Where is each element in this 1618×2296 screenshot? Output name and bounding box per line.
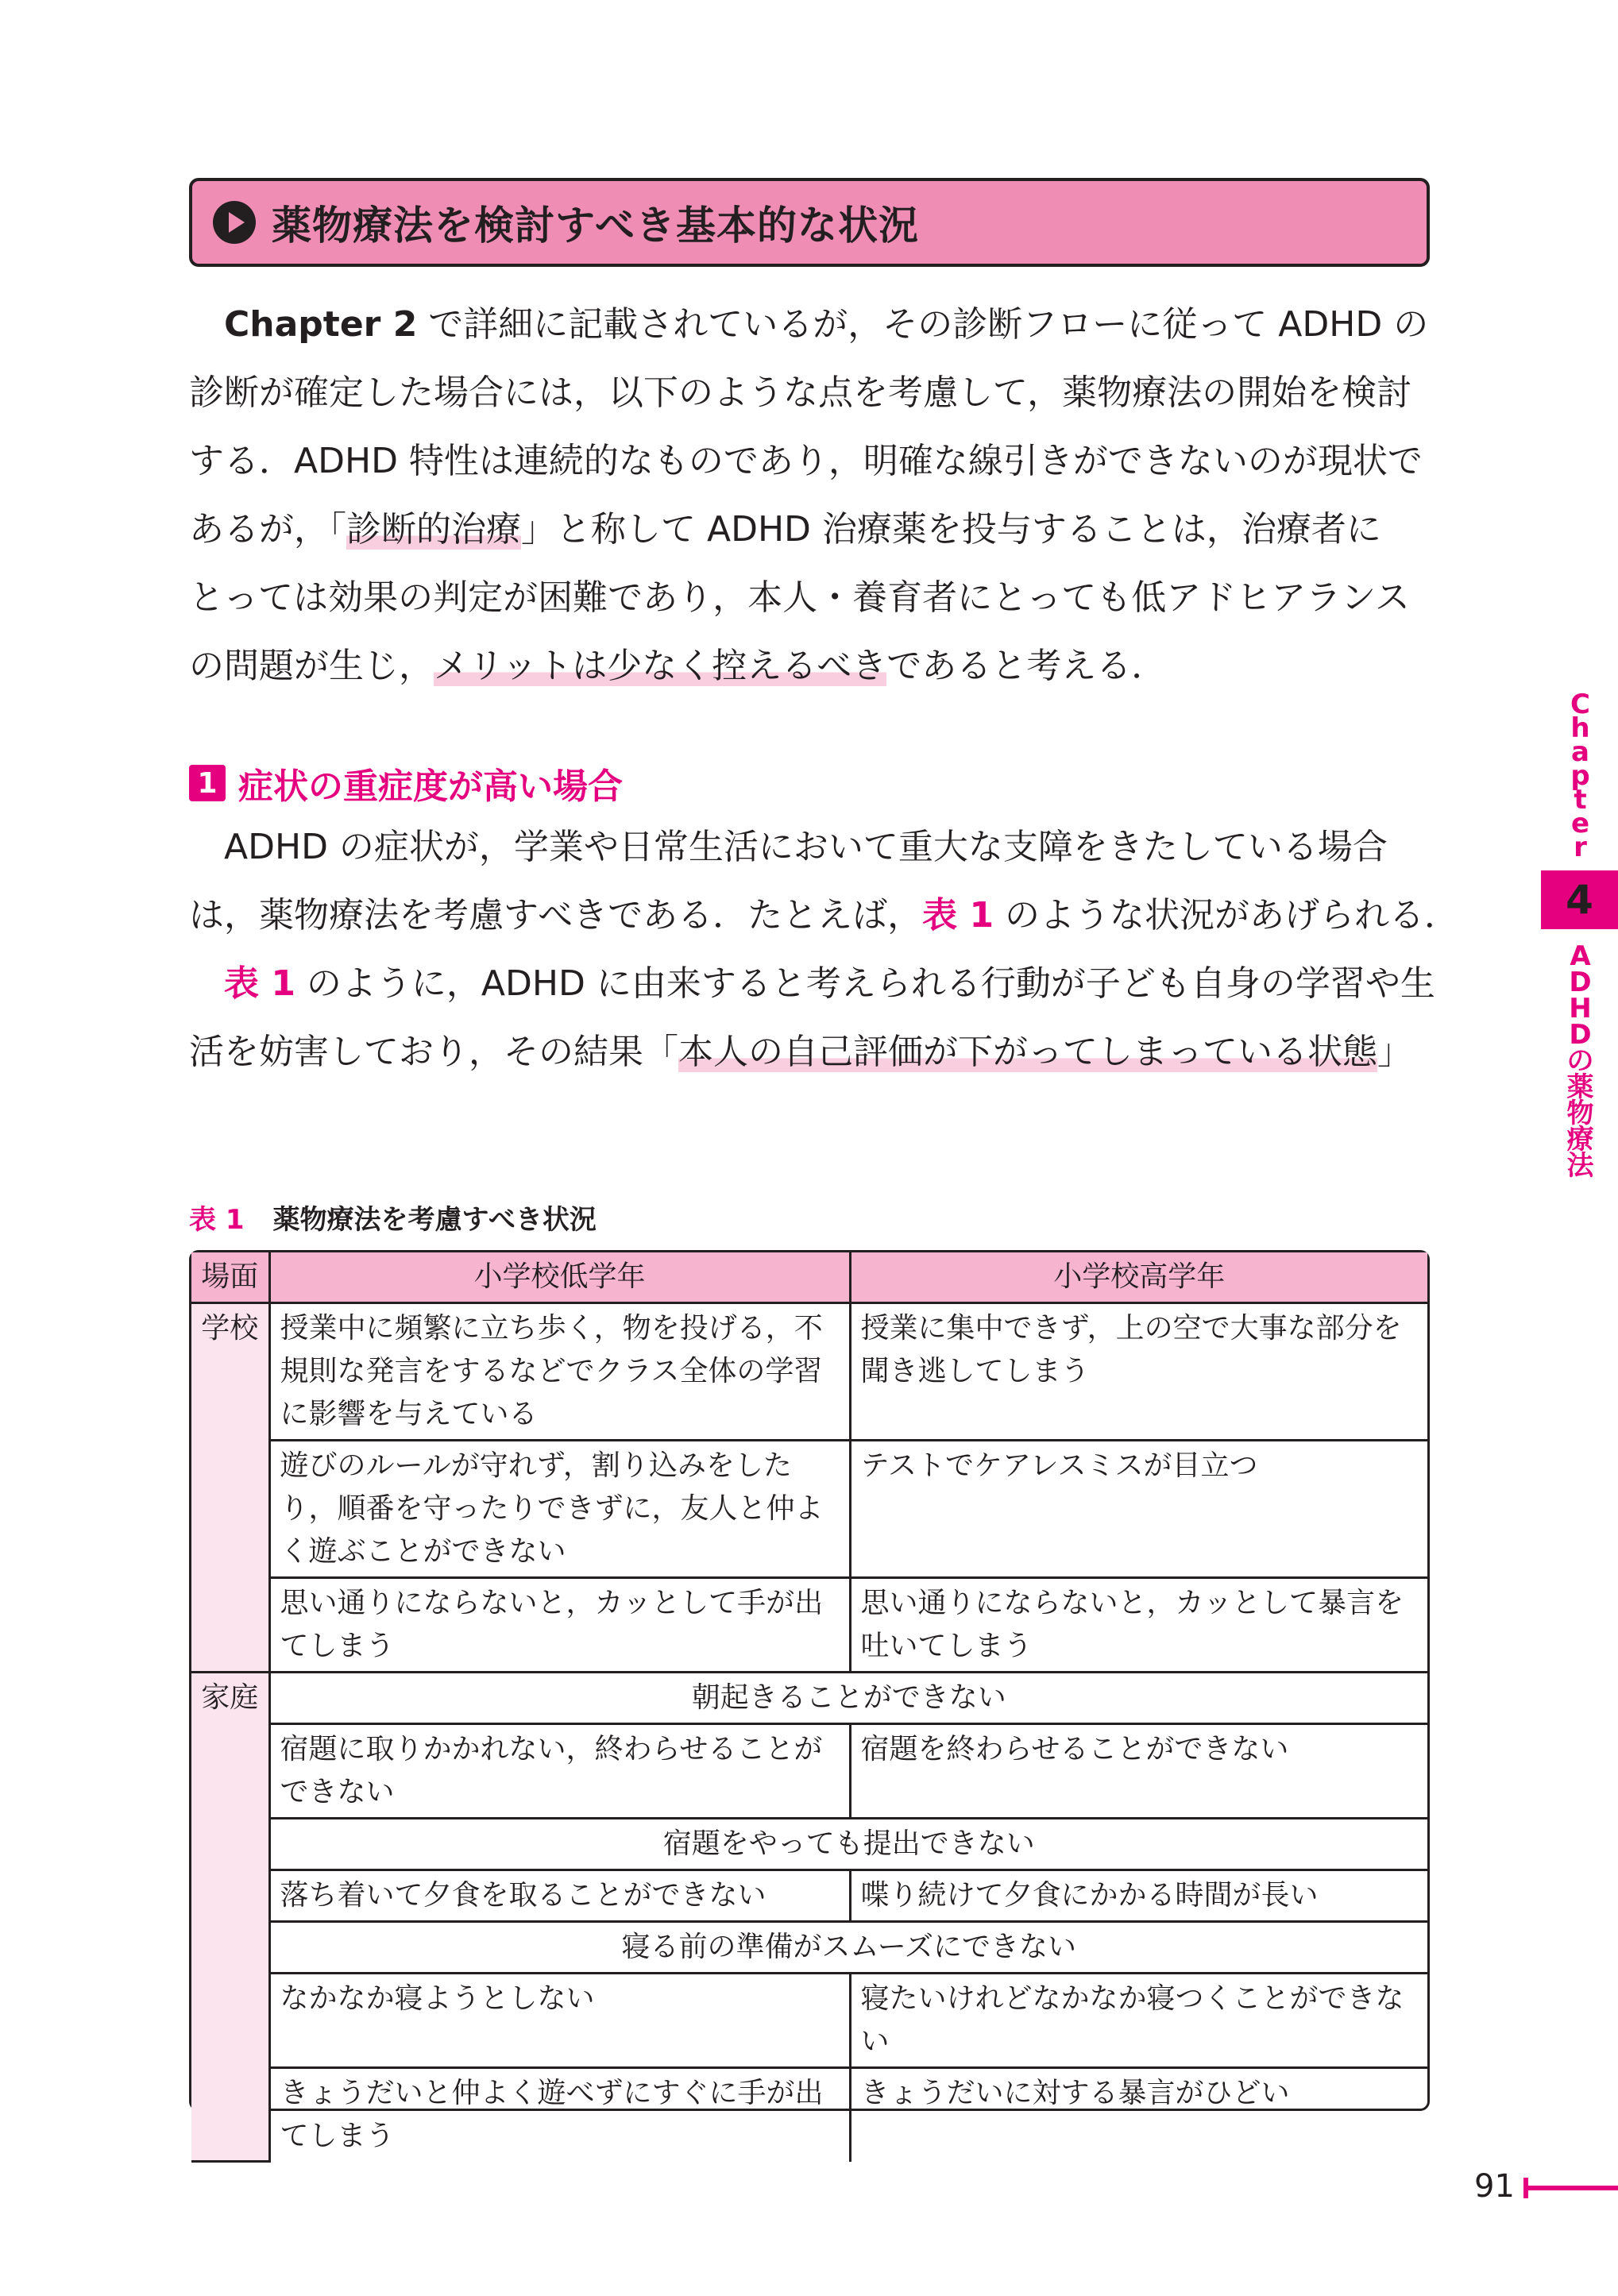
cell-high: 授業に集中できず，上の空で大事な部分を聞き逃してしまう <box>850 1303 1427 1441</box>
page-number-rule <box>1523 2186 1618 2190</box>
table-row <box>191 1870 1427 1922</box>
chapter-char: t <box>1574 784 1587 816</box>
title-char: の <box>1566 1045 1594 1077</box>
subsection-title: 症状の重症度が高い場合 <box>238 766 623 807</box>
cell-both: 朝起きることができない <box>269 1673 1427 1724</box>
intro-paragraph <box>189 291 1436 700</box>
table-row <box>191 1578 1427 1673</box>
title-char: 物 <box>1566 1098 1594 1129</box>
section-title: 薬物療法を検討すべき基本的な状況 <box>272 203 919 249</box>
cell-high: 思い通りにならないと，カッとして暴言を吐いてしまう <box>850 1578 1427 1673</box>
scene-home: 家庭 <box>191 1673 269 2162</box>
chapter-char: C <box>1570 689 1590 720</box>
cell-high: テストでケアレスミスが目立つ <box>850 1441 1427 1578</box>
cell-high: 喋り続けて夕食にかかる時間が長い <box>850 1870 1427 1922</box>
cell-both: 宿題をやっても提出できない <box>269 1819 1427 1870</box>
highlight-diagnostic-treatment: 診断的治療 <box>346 509 521 550</box>
table-row <box>191 1673 1427 1724</box>
text-line: ADHD の症状が，学業や日常生活において重大な支障をきたしている場合 <box>224 827 1388 867</box>
table-row <box>191 1724 1427 1819</box>
chapter-char: h <box>1570 712 1590 744</box>
severity-paragraph <box>189 813 1460 1086</box>
text-line: 活を妨害しており，その結果「 <box>189 1032 678 1072</box>
text-line: のような状況があげられる． <box>994 895 1460 936</box>
table-row <box>191 1441 1427 1578</box>
section-heading <box>189 178 1430 267</box>
text-line: であると考える． <box>886 646 1167 686</box>
title-char: D <box>1569 967 1592 998</box>
text-line: は，薬物療法を考慮すべきである．たとえば， <box>189 895 923 936</box>
chapter-char: a <box>1571 736 1589 768</box>
chapter-letters <box>1570 689 1590 863</box>
cell-low: 思い通りにならないと，カッとして手が出てしまう <box>269 1578 850 1673</box>
table-row <box>191 1303 1427 1441</box>
cell-high: 寝たいけれどなかなか寝つくことができない <box>850 1974 1427 2068</box>
cell-low: 授業中に頻繁に立ち歩く，物を投げる，不規則な発言をするなどでクラス全体の学習に影響を与えている <box>269 1303 850 1441</box>
table-header-row <box>191 1252 1427 1303</box>
table-reference: 表 1 <box>224 963 295 1004</box>
text-line: 」と称して ADHD 治療薬を投与することは，治療者に <box>521 509 1381 550</box>
subsection-heading <box>189 758 623 808</box>
chapter-number-box: 4 <box>1541 870 1618 929</box>
title-char: A <box>1570 940 1591 972</box>
title-char: 療 <box>1566 1124 1594 1156</box>
chapter-title-chars <box>1566 940 1594 1182</box>
chapter-char: p <box>1570 760 1590 792</box>
side-tab-chapter-label <box>1543 689 1618 863</box>
text-line: する．ADHD 特性は連続的なものであり，明確な線引きができないのが現状で <box>189 441 1423 481</box>
cell-low: なかなか寝ようとしない <box>269 1974 850 2068</box>
cell-low: 遊びのルールが守れず，割り込みをしたり，順番を守ったりできずに，友人と仲よく遊ぶことができない <box>269 1441 850 1578</box>
text-line: のように，ADHD に由来すると考えられる行動が子ども自身の学習や生 <box>295 963 1435 1004</box>
header-lower-grades: 小学校低学年 <box>269 1252 850 1303</box>
header-scene: 場面 <box>191 1252 269 1303</box>
chapter-char: e <box>1570 808 1590 839</box>
chapter-char: r <box>1574 832 1587 863</box>
highlight-merit: メリットは少なく控えるべき <box>434 646 887 686</box>
table-reference: 表 1 <box>922 895 994 936</box>
table-row <box>191 1974 1427 2068</box>
cell-low: 落ち着いて夕食を取ることができない <box>269 1870 850 1922</box>
side-tab-title <box>1543 940 1618 1182</box>
title-char: 法 <box>1566 1150 1594 1182</box>
text-line: で詳細に記載されているが，その診断フローに従って ADHD の <box>417 304 1429 345</box>
page-number: 91 <box>1474 2168 1515 2205</box>
subsection-number: 1 <box>189 765 226 801</box>
table-row <box>191 1922 1427 1974</box>
table-caption <box>189 1198 597 1237</box>
text-line: あるが，「 <box>189 509 346 550</box>
highlight-self-esteem: 本人の自己評価が下がってしまっている状態 <box>678 1032 1377 1072</box>
table-caption-number: 表 1 <box>189 1204 245 1236</box>
play-circle-icon <box>213 201 256 244</box>
cell-high: きょうだいに対する暴言がひどい <box>850 2068 1427 2162</box>
table-row <box>191 2068 1427 2162</box>
table-row <box>191 1819 1427 1870</box>
header-upper-grades: 小学校高学年 <box>850 1252 1427 1303</box>
table-caption-title: 薬物療法を考慮すべき状況 <box>272 1204 597 1236</box>
situation-table <box>189 1250 1430 2152</box>
cell-low: きょうだいと仲よく遊べずにすぐに手が出てしまう <box>269 2068 850 2162</box>
text-line: 」 <box>1377 1032 1412 1072</box>
title-char: D <box>1569 1019 1592 1051</box>
cell-low: 宿題に取りかかれない，終わらせることができない <box>269 1724 850 1819</box>
scene-school: 学校 <box>191 1303 269 1673</box>
text-line: 診断が確定した場合には，以下のような点を考慮して，薬物療法の開始を検討 <box>189 372 1412 413</box>
text-line: の問題が生じ， <box>189 646 434 686</box>
cell-high: 宿題を終わらせることができない <box>850 1724 1427 1819</box>
text-line: とっては効果の判定が困難であり，本人・養育者にとっても低アドヒアランス <box>189 577 1410 618</box>
chapter-reference: Chapter 2 <box>224 304 418 345</box>
cell-both: 寝る前の準備がスムーズにできない <box>269 1922 1427 1974</box>
title-char: 薬 <box>1566 1071 1594 1103</box>
title-char: H <box>1569 993 1592 1025</box>
